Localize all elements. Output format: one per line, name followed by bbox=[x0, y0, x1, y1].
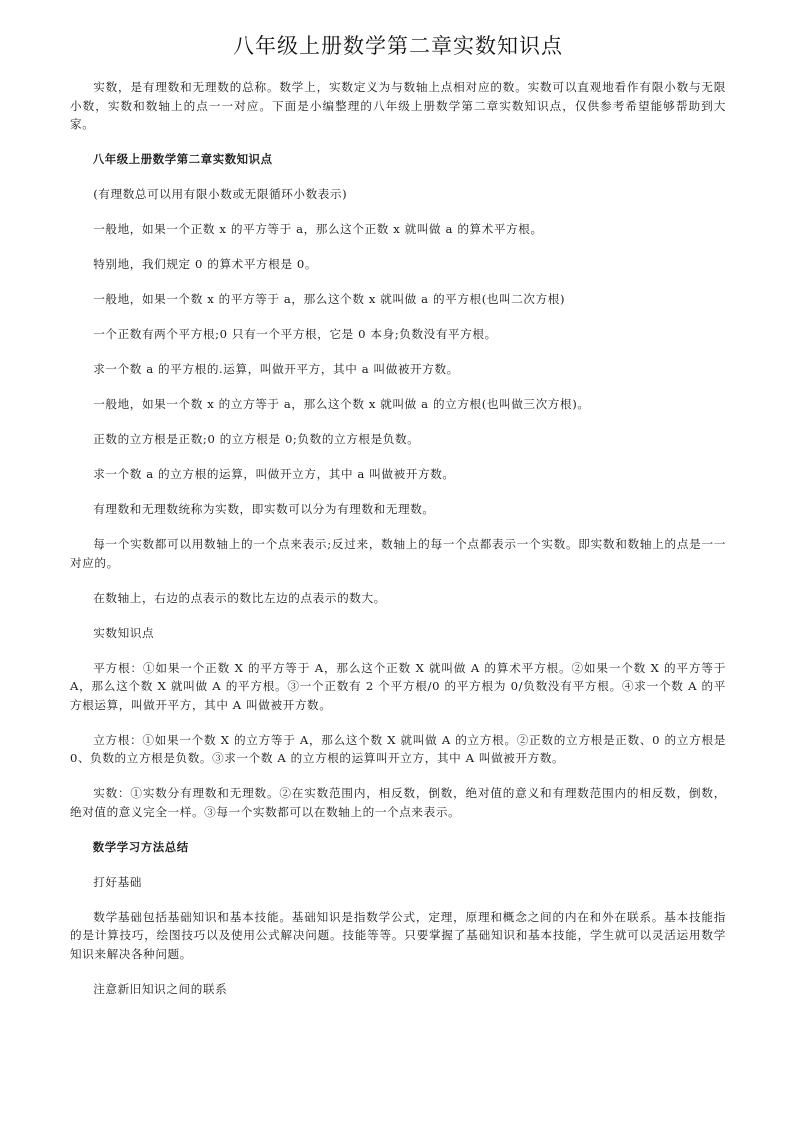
document-page bbox=[70, 30, 726, 1015]
subheading-connections: 注意新旧知识之间的联系 bbox=[93, 981, 228, 996]
section-heading-real-numbers: 八年级上册数学第二章实数知识点 bbox=[92, 152, 273, 166]
paragraph: 有理数和无理数统称为实数，即实数可以分为有理数和无理数。 bbox=[93, 502, 435, 516]
paragraph: 在数轴上，右边的点表示的数比左边的点表示的数大。 bbox=[93, 590, 386, 605]
document-title: 八年级上册数学第二章实数知识点 bbox=[233, 34, 563, 58]
paragraph: 一般地，如果一个正数 x 的平方等于 a，那么这个正数 x 就叫做 a 的算术平方根。 bbox=[93, 222, 543, 236]
paragraph-real-numbers: 实数：①实数分有理数和无理数。②在实数范围内，相反数，倒数，绝对值的意义和有理数范围内的相反数，倒数，绝对值的意义完全一样。③每一个实数都可以在数轴上的一个点来表示。 bbox=[70, 786, 726, 819]
paragraph: 正数的立方根是正数;0 的立方根是 0;负数的立方根是负数。 bbox=[93, 432, 420, 446]
section-heading-study-methods: 数学学习方法总结 bbox=[92, 839, 189, 854]
paragraph-foundation: 数学基础包括基础知识和基本技能。基础知识是指数学公式，定理，原理和概念之间的内在和外在联系。基本技能指的是计算技巧，绘图技巧以及使用公式解决问题。技能等等。只要掌握了基础知识和基本技能，学生就可以灵活运用数学知识来解决各种问题。 bbox=[70, 909, 726, 961]
paragraph: (有理数总可以用有限小数或无限循环小数表示) bbox=[93, 187, 348, 201]
subheading-knowledge-points: 实数知识点 bbox=[93, 625, 155, 640]
paragraph: 求一个数 a 的平方根的.运算，叫做开平方，其中 a 叫做被开方数。 bbox=[93, 362, 459, 376]
subheading-foundation: 打好基础 bbox=[93, 874, 142, 889]
paragraph: 一般地，如果一个数 x 的平方等于 a，那么这个数 x 就叫做 a 的平方根(也叫二次方根) bbox=[93, 292, 566, 306]
document-body bbox=[70, 78, 726, 998]
paragraph: 特别地，我们规定 0 的算术平方根是 0。 bbox=[93, 257, 318, 271]
paragraph: 每一个实数都可以用数轴上的一个点来表示;反过来，数轴上的每一个点都表示一个实数。即实数和数轴上的点是一一对应的。 bbox=[70, 537, 726, 570]
paragraph: 一个正数有两个平方根;0 只有一个平方根，它是 0 本身;负数没有平方根。 bbox=[93, 327, 497, 341]
paragraph: 求一个数 a 的立方根的运算，叫做开立方，其中 a 叫做被开方数。 bbox=[93, 467, 455, 481]
paragraph: 一般地，如果一个数 x 的立方等于 a，那么这个数 x 就叫做 a 的立方根(也叫做三次方根)。 bbox=[93, 397, 590, 411]
paragraph-square-root: 平方根：①如果一个正数 X 的平方等于 A，那么这个正数 X 就叫做 A 的算术平方根。②如果一个数 X 的平方等于 A，那么这个数 X 就叫做 A 的平方根。③一个正数有 2 个平方根/0 的平方根为 0/负数没有平方根。④求一个数 A 的平方根运算，叫做开平方，其中 A 叫做被开方数。 bbox=[70, 660, 726, 712]
intro-paragraph: 实数，是有理数和无理数的总称。数学上，实数定义为与数轴上点相对应的数。实数可以直观地看作有限小数与无限小数，实数和数轴上的点一一对应。下面是小编整理的八年级上册数学第二章实数知识点，仅供参考希望能够帮助到大家。 bbox=[70, 80, 726, 131]
paragraph-cube-root: 立方根：①如果一个数 X 的立方等于 A，那么这个数 X 就叫做 A 的立方根。②正数的立方根是正数、0 的立方根是 0、负数的立方根是负数。③求一个数 A 的立方根的运算叫开立方，其中 A 叫做被开方数。 bbox=[70, 732, 726, 765]
